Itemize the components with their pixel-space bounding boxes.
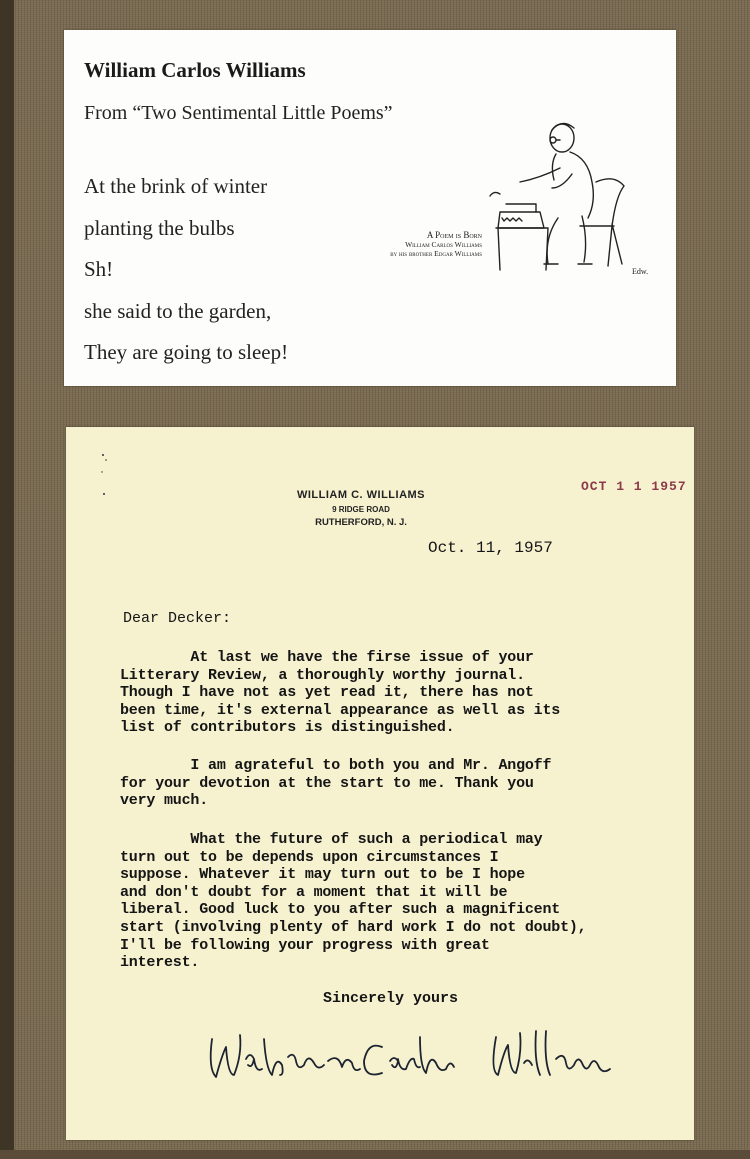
letter-line: start (involving plenty of hard work I do not doubt), xyxy=(120,918,587,936)
letter-line: interest. xyxy=(120,954,200,972)
letterhead-address: 9 RIDGE ROAD xyxy=(332,505,390,514)
letter-line: been time, it's external appearance as well as its xyxy=(120,701,561,719)
letter-line: At last we have the firse issue of your xyxy=(120,649,534,666)
letter xyxy=(66,427,694,1140)
letter-line: suppose. Whatever it may turn out to be I hope xyxy=(120,866,525,884)
letter-line: and don't doubt for a moment that it will be xyxy=(120,883,508,901)
received-date-stamp: OCT 1 1 1957 xyxy=(581,479,687,494)
poem-card xyxy=(64,30,676,386)
poem-line: Sh! xyxy=(84,257,114,281)
drawing-caption xyxy=(332,230,482,258)
board-edge xyxy=(0,0,14,1159)
poem-source: From “Two Sentimental Little Poems” xyxy=(84,102,393,124)
letterhead xyxy=(246,489,476,528)
cartoon-typewriter-icon xyxy=(482,108,652,278)
letter-paragraph xyxy=(120,831,690,972)
poem-lines xyxy=(84,174,288,382)
letterhead-city: RUTHERFORD, N. J. xyxy=(315,517,407,528)
letter-line: Litterary Review, a thoroughly worthy journal. xyxy=(120,666,525,684)
closing: Sincerely yours xyxy=(323,990,459,1007)
letter-paragraph xyxy=(120,757,690,810)
letter-paragraph xyxy=(120,649,690,737)
handwritten-signature xyxy=(206,1019,636,1093)
letter-line: list of contributors is distinguished. xyxy=(120,719,455,737)
caption-title: A Poem is Born xyxy=(426,230,482,240)
letter-line: What the future of such a periodical may xyxy=(120,831,543,848)
letter-line: I'll be following your progress with great xyxy=(120,936,490,954)
letter-date: Oct. 11, 1957 xyxy=(428,539,553,557)
svg-text:Edw.: Edw. xyxy=(632,267,649,276)
paper-specks xyxy=(100,452,110,502)
board-bottom-edge xyxy=(0,1150,750,1159)
poem-line: she said to the garden, xyxy=(84,298,272,323)
poem-line: planting the bulbs xyxy=(84,215,235,240)
letter-line: for your devotion at the start to me. Thank you xyxy=(120,774,534,792)
caption-credit: by his brother Edgar Williams xyxy=(390,249,482,258)
letter-line: liberal. Good luck to you after such a magnificent xyxy=(120,901,561,919)
poem-line: They are going to sleep! xyxy=(84,340,289,364)
poem-line: At the brink of winter xyxy=(84,174,268,198)
letter-line: I am agrateful to both you and Mr. Angoff xyxy=(120,757,552,774)
letter-line: very much. xyxy=(120,792,209,810)
caption-subject: William Carlos Williams xyxy=(405,240,482,249)
salutation: Dear Decker: xyxy=(123,610,232,627)
letterhead-name: WILLIAM C. WILLIAMS xyxy=(296,489,426,501)
letter-line: turn out to be depends upon circumstances I xyxy=(120,848,499,866)
letter-line: Though I have not as yet read it, there has not xyxy=(120,684,534,702)
poet-name: William Carlos Williams xyxy=(84,58,306,82)
